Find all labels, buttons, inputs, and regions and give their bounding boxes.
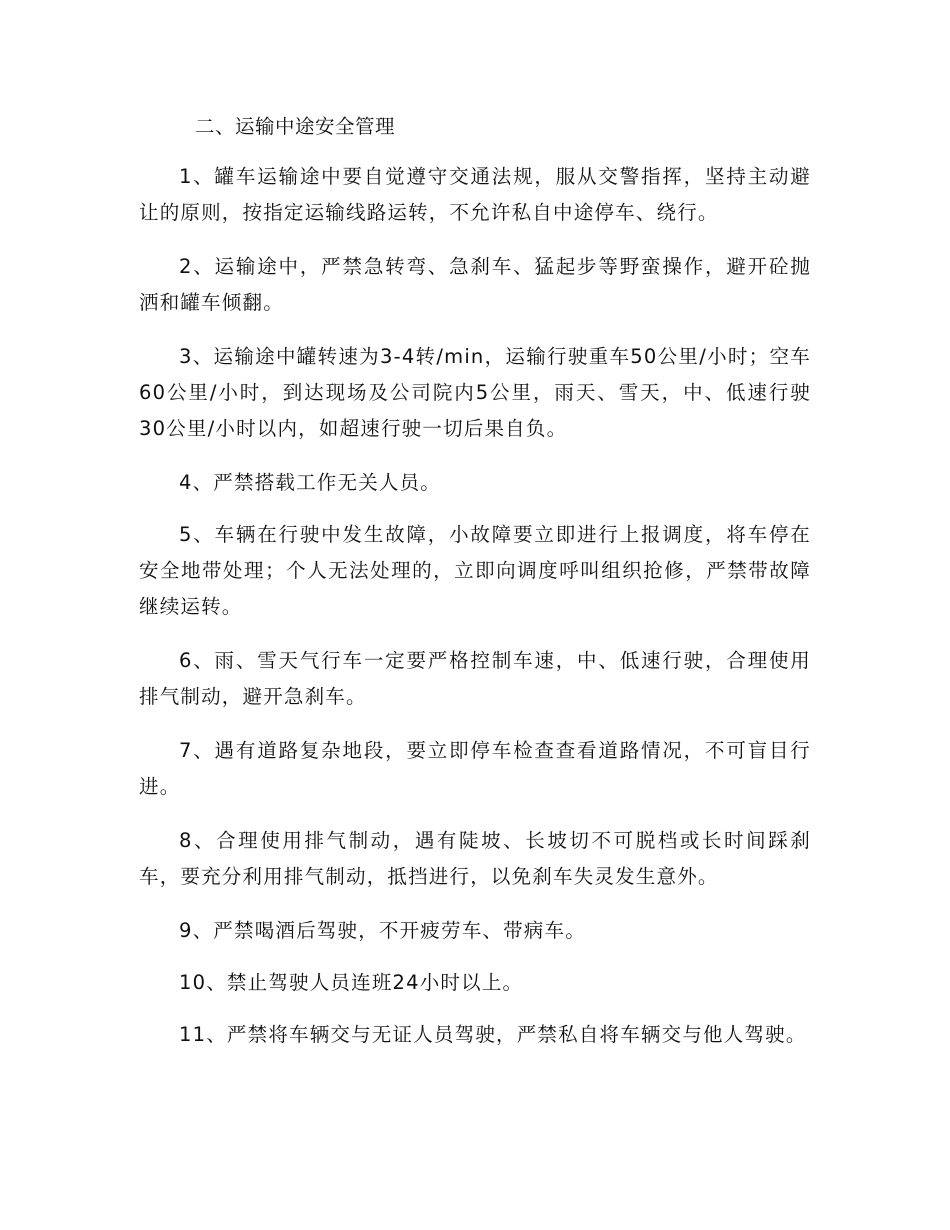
paragraph-9: 9、严禁喝酒后驾驶，不开疲劳车、带病车。 <box>179 919 586 942</box>
paragraph-8: 8、合理使用排气制动，遇有陡坡、长坡切不可脱档或长时间踩刹车，要充分利用排气制动，抵挡进行，以免刹车失灵发生意外。 <box>139 829 811 888</box>
paragraph-4: 4、严禁搭载工作无关人员。 <box>179 471 442 494</box>
paragraph-3: 3、运输途中罐转速为3-4转/min，运输行驶重车50公里/小时；空车60公里/小时，到达现场及公司院内5公里，雨天、雪天，中、低速行驶30公里/小时以内，如超速行驶一切后果自负。 <box>139 345 811 440</box>
paragraph-11: 11、严禁将车辆交与无证人员驾驶，严禁私自将车辆交与他人驾驶。 <box>179 1023 807 1046</box>
paragraph-10: 10、禁止驾驶人员连班24小时以上。 <box>179 971 524 994</box>
paragraph-5: 5、车辆在行驶中发生故障，小故障要立即进行上报调度，将车停在安全地带处理；个人无法处理的，立即向调度呼叫组织抢修，严禁带故障继续运转。 <box>139 523 811 618</box>
paragraph-1: 1、罐车运输途中要自觉遵守交通法规，服从交警指挥，坚持主动避让的原则，按指定运输线路运转，不允许私自中途停车、绕行。 <box>139 165 811 224</box>
section-heading: 二、运输中途安全管理 <box>195 115 396 138</box>
paragraph-6: 6、雨、雪天气行车一定要严格控制车速，中、低速行驶，合理使用排气制动，避开急刹车。 <box>139 649 811 708</box>
paragraph-7: 7、遇有道路复杂地段，要立即停车检查查看道路情况，不可盲目行进。 <box>139 739 811 798</box>
paragraph-2: 2、运输途中，严禁急转弯、急刹车、猛起步等野蛮操作，避开砼抛洒和罐车倾翻。 <box>139 255 811 314</box>
document-body <box>139 109 811 1071</box>
